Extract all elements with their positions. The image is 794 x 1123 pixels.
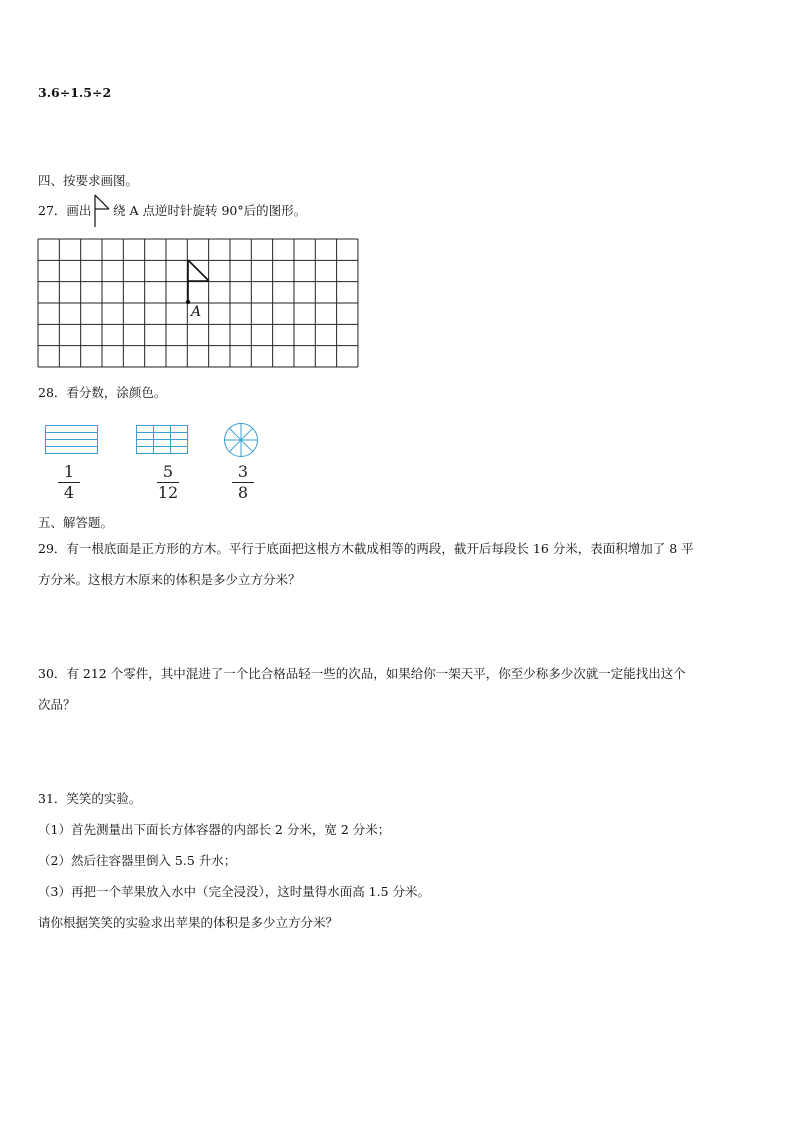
question-31-step-3: （3）再把一个苹果放入水中（完全浸没），这时量得水面高 1.5 分米。 (38, 884, 431, 899)
section-five-heading: 五、解答题。 (38, 515, 114, 530)
expression-line: 3.6÷1.5÷2 (38, 85, 112, 100)
fraction-five-twelfths (153, 463, 183, 502)
section-four-heading: 四、按要求画图。 (38, 173, 139, 188)
question-27-prefix: 27．画出 (38, 203, 92, 218)
question-31-title: 31．笑笑的实验。 (38, 791, 142, 806)
fraction-numerator: 3 (237, 462, 249, 481)
fraction-denominator: 4 (63, 483, 75, 502)
rectangle-strips-shape (45, 425, 99, 455)
question-27-suffix: 绕 A 点逆时针旋转 90°后的图形。 (113, 203, 307, 218)
point-a-label: A (191, 304, 202, 320)
fraction-numerator: 1 (63, 462, 75, 481)
question-31-step-2: （2）然后往容器里倒入 5.5 升水； (38, 853, 237, 868)
fraction-denominator: 8 (237, 483, 249, 502)
circle-eighths-shape (223, 422, 261, 460)
fraction-denominator: 12 (157, 483, 179, 502)
question-30-line-2: 次品？ (38, 697, 76, 712)
question-31-ask: 请你根据笑笑的实验求出苹果的体积是多少立方分米？ (38, 915, 339, 930)
fraction-three-eighths (228, 463, 258, 502)
flag-figure-icon (91, 195, 111, 229)
question-29-line-2: 方分米。这根方木原来的体积是多少立方分米？ (38, 572, 301, 587)
question-31-step-1: （1）首先测量出下面长方体容器的内部长 2 分米，宽 2 分米； (38, 822, 391, 837)
fraction-one-quarter (54, 463, 84, 502)
fraction-numerator: 5 (162, 462, 174, 481)
question-29-line-1: 29．有一根底面是正方形的方木。平行于底面把这根方木截成相等的两段，截开后每段长 16 分米，表面积增加了 8 平 (38, 541, 694, 556)
rectangle-grid-shape (136, 425, 190, 455)
question-30-line-1: 30．有 212 个零件，其中混进了一个比合格品轻一些的次品，如果给你一架天平，你至少称多少次就一定能找出这个 (38, 666, 686, 681)
question-28-text: 28．看分数，涂颜色。 (38, 385, 167, 400)
